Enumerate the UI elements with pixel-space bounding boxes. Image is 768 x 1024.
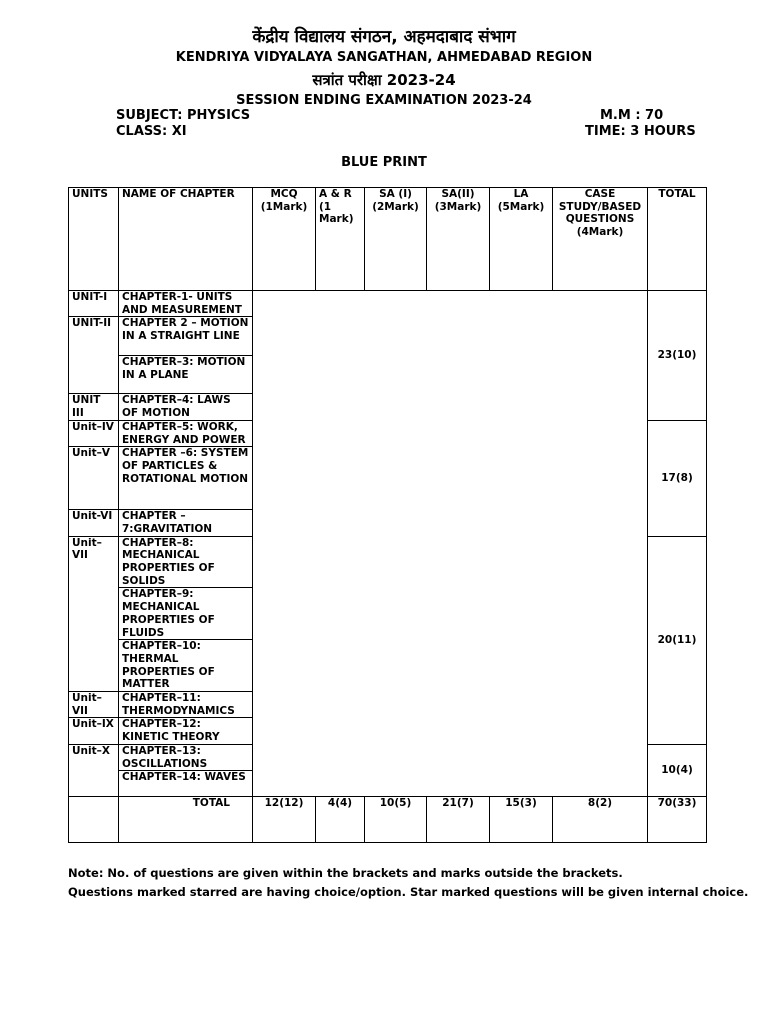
- total-case-study: 8(2): [553, 797, 648, 843]
- header-case-study: CASE STUDY/BASED QUESTIONS (4Mark): [553, 188, 648, 291]
- total-ar: 4(4): [316, 797, 365, 843]
- unit-cell: UNIT-II: [69, 317, 119, 394]
- group-total-cell: 10(4): [648, 744, 707, 796]
- hindi-exam-title: सत्रांत परीक्षा 2023-24: [312, 71, 456, 89]
- unit-cell: Unit–X: [69, 744, 119, 796]
- class-label: CLASS: XI: [116, 124, 187, 139]
- hindi-organization-title: केंद्रीय विद्यालय संगठन, अहमदाबाद संभाग: [252, 27, 516, 47]
- chapter-cell: CHAPTER-1- UNITS AND MEASUREMENT: [119, 291, 253, 317]
- unit-cell: Unit–IV: [69, 420, 119, 446]
- header-ar: A & R (1 Mark): [316, 188, 365, 291]
- total-la: 15(3): [490, 797, 553, 843]
- exam-title: SESSION ENDING EXAMINATION 2023-24: [236, 93, 532, 108]
- english-organization-title: KENDRIYA VIDYALAYA SANGATHAN, AHMEDABAD REGION: [175, 50, 593, 65]
- total-label: TOTAL: [119, 797, 253, 843]
- chapter-cell: CHAPTER–8: MECHANICAL PROPERTIES OF SOLIDS: [119, 536, 253, 588]
- time-label: TIME: 3 HOURS: [585, 124, 696, 139]
- group-total-cell: 23(10): [648, 291, 707, 421]
- chapter-cell: CHAPTER–10: THERMAL PROPERTIES OF MATTER: [119, 640, 253, 692]
- subject-label: SUBJECT: PHYSICS: [116, 108, 251, 123]
- blueprint-table: [68, 187, 707, 843]
- chapter-cell: CHAPTER –6: SYSTEM OF PARTICLES & ROTATIONAL MOTION: [119, 447, 253, 510]
- chapter-cell: CHAPTER–5: WORK, ENERGY AND POWER: [119, 420, 253, 446]
- header-mcq: MCQ (1Mark): [253, 188, 316, 291]
- header-units: UNITS: [69, 188, 119, 291]
- group-total-cell: 17(8): [648, 420, 707, 536]
- unit-cell: Unit–V: [69, 447, 119, 510]
- chapter-cell: CHAPTER 2 – MOTION IN A STRAIGHT LINE: [119, 317, 253, 356]
- chapter-cell: CHAPTER–11: THERMODYNAMICS: [119, 692, 253, 718]
- header-la: LA (5Mark): [490, 188, 553, 291]
- unit-cell: Unit–VII: [69, 536, 119, 691]
- total-mcq: 12(12): [253, 797, 316, 843]
- empty-marks-area: [253, 291, 648, 797]
- note-starred: Questions marked starred are having choice/option. Star marked questions will be given internal choice.: [68, 885, 749, 899]
- header-sa1: SA (I) (2Mark): [365, 188, 427, 291]
- total-sa2: 21(7): [427, 797, 490, 843]
- grand-total: 70(33): [648, 797, 707, 843]
- max-marks-label: M.M : 70: [600, 108, 664, 123]
- header-sa2: SA(II) (3Mark): [427, 188, 490, 291]
- chapter-cell: CHAPTER–3: MOTION IN A PLANE: [119, 356, 253, 394]
- total-sa1: 10(5): [365, 797, 427, 843]
- chapter-cell: CHAPTER–13: OSCILLATIONS: [119, 744, 253, 770]
- chapter-cell: CHAPTER–12: KINETIC THEORY: [119, 718, 253, 744]
- chapter-cell: CHAPTER–9: MECHANICAL PROPERTIES OF FLUIDS: [119, 588, 253, 640]
- unit-cell: Unit–VII: [69, 692, 119, 718]
- chapter-cell: CHAPTER–14: WAVES: [119, 771, 253, 797]
- header-total: TOTAL: [648, 188, 707, 291]
- total-row: [69, 797, 707, 843]
- blueprint-title: BLUE PRINT: [341, 155, 427, 170]
- table-header-row: [69, 188, 707, 291]
- table-row: [69, 291, 707, 317]
- chapter-cell: CHAPTER – 7:GRAVITATION: [119, 510, 253, 536]
- total-empty-unit: [69, 797, 119, 843]
- note-brackets: Note: No. of questions are given within the brackets and marks outside the brackets.: [68, 866, 623, 880]
- unit-cell: UNIT III: [69, 394, 119, 420]
- unit-cell: UNIT-I: [69, 291, 119, 317]
- group-total-cell: 20(11): [648, 536, 707, 744]
- unit-cell: Unit-VI: [69, 510, 119, 536]
- header-chapter: NAME OF CHAPTER: [119, 188, 253, 291]
- unit-cell: Unit–IX: [69, 718, 119, 744]
- chapter-cell: CHAPTER–4: LAWS OF MOTION: [119, 394, 253, 420]
